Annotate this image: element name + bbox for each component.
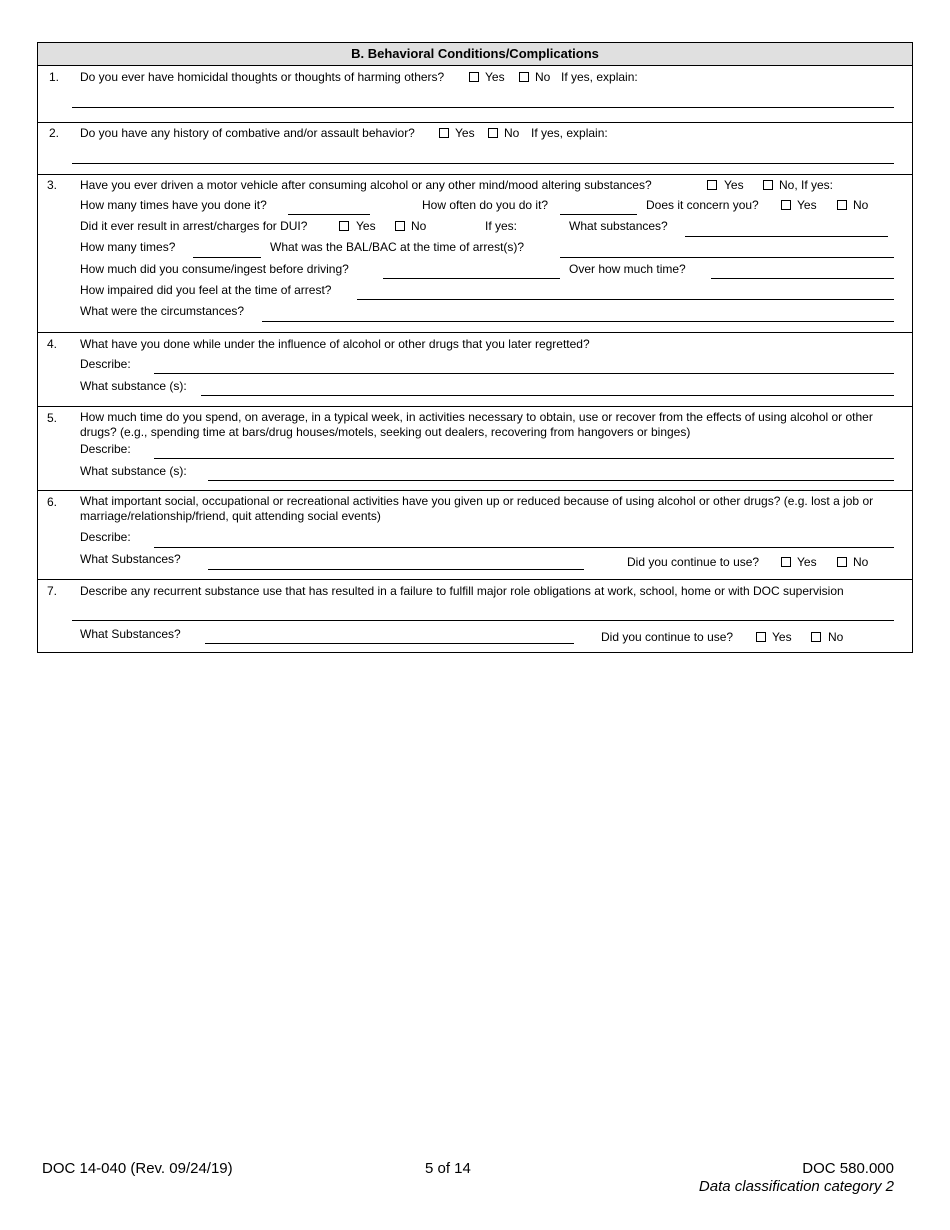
q3-consume-line[interactable]: [383, 278, 560, 279]
q6-continue-label: Did you continue to use?: [627, 555, 760, 569]
q3-impaired-line[interactable]: [357, 299, 894, 300]
q3-dui-yes-checkbox[interactable]: [339, 221, 349, 231]
q7-describe-line[interactable]: [72, 620, 894, 621]
question-7-number: 7.: [47, 584, 58, 598]
q3-dui-label: Did it ever result in arrest/charges for DUI?: [80, 219, 308, 233]
q3-consume-label: How much did you consume/ingest before driving?: [80, 262, 349, 276]
q4-describe-line[interactable]: [154, 373, 894, 374]
question-1-text: Do you ever have homicidal thoughts or thoughts of harming others?: [80, 70, 445, 84]
q3-times-done-line[interactable]: [288, 214, 370, 215]
question-3-number: 3.: [47, 178, 58, 192]
q6-continue-yes-label: Yes: [797, 555, 817, 569]
q6-substances-label: What Substances?: [80, 552, 181, 566]
question-1-number: 1.: [49, 70, 60, 84]
question-3-text: Have you ever driven a motor vehicle after consuming alcohol or any other mind/mood altering substances?: [80, 178, 652, 192]
q1-explain-line[interactable]: [72, 107, 894, 108]
q3-concern-yes-checkbox[interactable]: [781, 200, 791, 210]
q5-describe-label: Describe:: [80, 442, 131, 456]
question-5-row: [38, 406, 912, 491]
q3-bal-bac-line[interactable]: [560, 257, 894, 258]
q1-yes-checkbox[interactable]: [469, 72, 479, 82]
q2-no-checkbox[interactable]: [488, 128, 498, 138]
q1-no-checkbox[interactable]: [519, 72, 529, 82]
q3-no-if-yes-label: No, If yes:: [779, 178, 834, 192]
question-7-text: Describe any recurrent substance use that has resulted in a failure to fulfill major role obligations at work, school, home or with DOC supervision: [80, 584, 844, 598]
q4-substances-line[interactable]: [201, 395, 894, 396]
q3-dui-no-checkbox[interactable]: [395, 221, 405, 231]
q1-yes-label: Yes: [485, 70, 505, 84]
q2-explain-line[interactable]: [72, 163, 894, 164]
q5-substances-label: What substance (s):: [80, 464, 187, 478]
q1-no-label: No: [535, 70, 551, 84]
q7-continue-no-checkbox[interactable]: [811, 632, 821, 642]
question-4-text: What have you done while under the influence of alcohol or other drugs that you later regretted?: [80, 337, 590, 351]
q3-yes-checkbox[interactable]: [707, 180, 717, 190]
q3-no-checkbox[interactable]: [763, 180, 773, 190]
footer-classification: Data classification category 2: [698, 1178, 894, 1195]
q5-describe-line[interactable]: [154, 458, 894, 459]
q2-if-yes-label: If yes, explain:: [531, 126, 608, 140]
q6-describe-label: Describe:: [80, 530, 131, 544]
question-4-number: 4.: [47, 337, 58, 351]
q6-substances-line[interactable]: [208, 569, 584, 570]
question-2-text: Do you have any history of combative and/or assault behavior?: [80, 126, 415, 140]
q3-bal-bac-label: What was the BAL/BAC at the time of arrest(s)?: [270, 240, 525, 254]
q3-how-many-times-label: How many times?: [80, 240, 176, 254]
q3-dui-no-label: No: [411, 219, 427, 233]
q1-if-yes-label: If yes, explain:: [561, 70, 638, 84]
footer-policy-number: DOC 580.000: [802, 1160, 894, 1177]
q4-substances-label: What substance (s):: [80, 379, 187, 393]
q3-circumstances-line[interactable]: [262, 321, 894, 322]
q3-concern-no-label: No: [853, 198, 869, 212]
q3-how-often-label: How often do you do it?: [422, 198, 549, 212]
q3-circumstances-label: What were the circumstances?: [80, 304, 245, 318]
question-5-text: How much time do you spend, on average, in a typical week, in activities necessary to obtain, use or recover from the effects of using alcohol or other drugs? (e.g., spending time at bars/drug houses/motels, seeking out dealers, recovering from hangovers or binges): [80, 410, 873, 439]
section-title: B. Behavioral Conditions/Complications: [38, 43, 912, 66]
q3-concern-no-checkbox[interactable]: [837, 200, 847, 210]
q3-dui-if-yes-label: If yes:: [485, 219, 518, 233]
q3-impaired-label: How impaired did you feel at the time of arrest?: [80, 283, 332, 297]
q3-concern-label: Does it concern you?: [646, 198, 759, 212]
q3-what-substances-label: What substances?: [569, 219, 668, 233]
q3-times-done-label: How many times have you done it?: [80, 198, 267, 212]
behavioral-conditions-form: [37, 42, 913, 653]
q6-continue-yes-checkbox[interactable]: [781, 557, 791, 567]
question-7-row: [38, 579, 912, 652]
q4-describe-label: Describe:: [80, 357, 131, 371]
question-6-text: What important social, occupational or recreational activities have you given up or reduced because of using alcohol or other drugs? (e.g. lost a job or marriage/relationship/friend, quit attending social events): [80, 494, 874, 523]
footer-page-number: 5 of 14: [425, 1160, 471, 1177]
q3-dui-yes-label: Yes: [356, 219, 376, 233]
q3-over-time-line[interactable]: [711, 278, 894, 279]
q6-continue-no-checkbox[interactable]: [837, 557, 847, 567]
q7-continue-yes-checkbox[interactable]: [756, 632, 766, 642]
q2-yes-checkbox[interactable]: [439, 128, 449, 138]
question-2-number: 2.: [49, 126, 60, 140]
q7-continue-label: Did you continue to use?: [601, 630, 734, 644]
question-5-number: 5.: [47, 411, 58, 425]
q6-describe-line[interactable]: [154, 547, 894, 548]
q3-yes-label: Yes: [724, 178, 744, 192]
question-2-row: [38, 122, 912, 175]
q3-concern-yes-label: Yes: [797, 198, 817, 212]
question-6-row: [38, 490, 912, 580]
question-1-row: [38, 66, 912, 123]
q7-substances-line[interactable]: [205, 643, 574, 644]
q7-continue-no-label: No: [828, 630, 844, 644]
question-4-row: [38, 332, 912, 407]
question-3-row: [38, 174, 912, 333]
q7-continue-yes-label: Yes: [772, 630, 792, 644]
q2-no-label: No: [504, 126, 520, 140]
q3-how-many-times-line[interactable]: [193, 257, 261, 258]
q6-continue-no-label: No: [853, 555, 869, 569]
q3-over-time-label: Over how much time?: [569, 262, 686, 276]
q7-substances-label: What Substances?: [80, 627, 181, 641]
q2-yes-label: Yes: [455, 126, 475, 140]
footer-form-id: DOC 14-040 (Rev. 09/24/19): [42, 1160, 233, 1177]
q3-how-often-line[interactable]: [560, 214, 637, 215]
question-6-number: 6.: [47, 495, 58, 509]
q5-substances-line[interactable]: [208, 480, 894, 481]
q3-what-substances-line[interactable]: [685, 236, 888, 237]
